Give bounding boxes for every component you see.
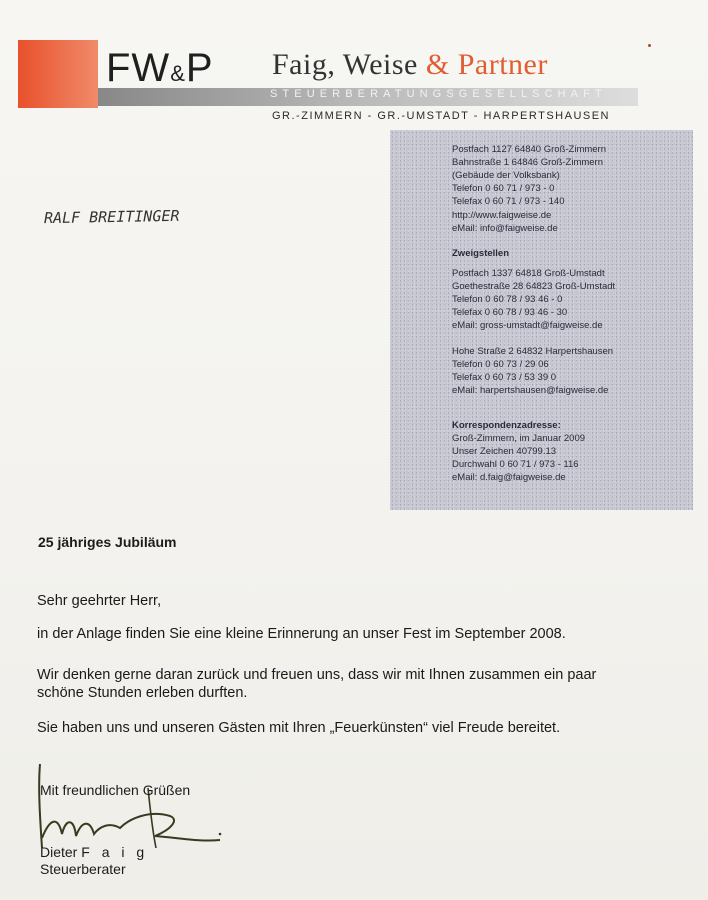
paragraph-2-line-2: schöne Stunden erleben durften. — [37, 685, 248, 701]
info-heading-branches: Zweigstellen — [452, 248, 510, 259]
info-line: Unser Zeichen 40799.13 — [452, 446, 557, 457]
signer-name: Dieter F a i g — [40, 844, 149, 860]
info-line: Goethestraße 28 64823 Groß-Umstadt — [452, 281, 616, 292]
info-line: Telefax 0 60 78 / 93 46 - 30 — [452, 307, 568, 318]
info-line: Bahnstraße 1 64846 Groß-Zimmern — [452, 157, 604, 168]
info-line: Telefon 0 60 73 / 29 06 — [452, 359, 549, 370]
info-line: eMail: gross-umstadt@faigweise.de — [452, 320, 603, 331]
handwritten-signature — [30, 758, 250, 878]
firm-locations: GR.-ZIMMERN - GR.-UMSTADT - HARPERTSHAUSEN — [272, 110, 611, 122]
contact-info-box — [390, 130, 693, 510]
signer-role: Steuerberater — [40, 861, 126, 877]
info-line: Telefon 0 60 71 / 973 - 0 — [452, 183, 555, 194]
info-line: Postfach 1337 64818 Groß-Umstadt — [452, 268, 605, 279]
info-line: Postfach 1127 64840 Groß-Zimmern — [452, 144, 607, 155]
closing-phrase: Mit freundlichen Grüßen — [40, 782, 191, 798]
handwritten-recipient-name: RALF BREITINGER — [43, 206, 180, 228]
info-line: Telefax 0 60 71 / 973 - 140 — [452, 196, 565, 207]
info-line: eMail: harpertshausen@faigweise.de — [452, 385, 609, 396]
info-line: http://www.faigweise.de — [452, 210, 552, 221]
paragraph-2-line-1: Wir denken gerne daran zurück und freuen uns, dass wir mit Ihnen zusammen ein paar — [37, 667, 597, 683]
paragraph-3: Sie haben uns und unseren Gästen mit Ihren „Feuerkünsten“ viel Freude bereitet. — [37, 720, 561, 736]
ink-speck — [648, 44, 651, 47]
logo-fwp: FW&P — [106, 46, 214, 90]
info-line: eMail: d.faig@faigweise.de — [452, 472, 566, 483]
info-line: Telefon 0 60 78 / 93 46 - 0 — [452, 294, 563, 305]
info-line: Hohe Straße 2 64832 Harpertshausen — [452, 346, 614, 357]
info-line: (Gebäude der Volksbank) — [452, 170, 560, 181]
paragraph-1: in der Anlage finden Sie eine kleine Erinnerung an unser Fest im September 2008. — [37, 626, 566, 642]
firm-name: Faig, Weise & Partner — [272, 48, 548, 81]
info-line: Durchwahl 0 60 71 / 973 - 116 — [452, 459, 579, 470]
brand-color-block — [18, 40, 98, 108]
info-line: eMail: info@faigweise.de — [452, 223, 558, 234]
firm-subtitle: STEUERBERATUNGSGESELLSCHAFT — [270, 88, 607, 100]
salutation: Sehr geehrter Herr, — [37, 593, 162, 609]
info-line: Groß-Zimmern, im Januar 2009 — [452, 433, 586, 444]
letter-subject: 25 jähriges Jubiläum — [38, 534, 177, 550]
info-heading-correspondence: Korrespondenzadresse: — [452, 420, 561, 431]
info-line: Telefax 0 60 73 / 53 39 0 — [452, 372, 557, 383]
